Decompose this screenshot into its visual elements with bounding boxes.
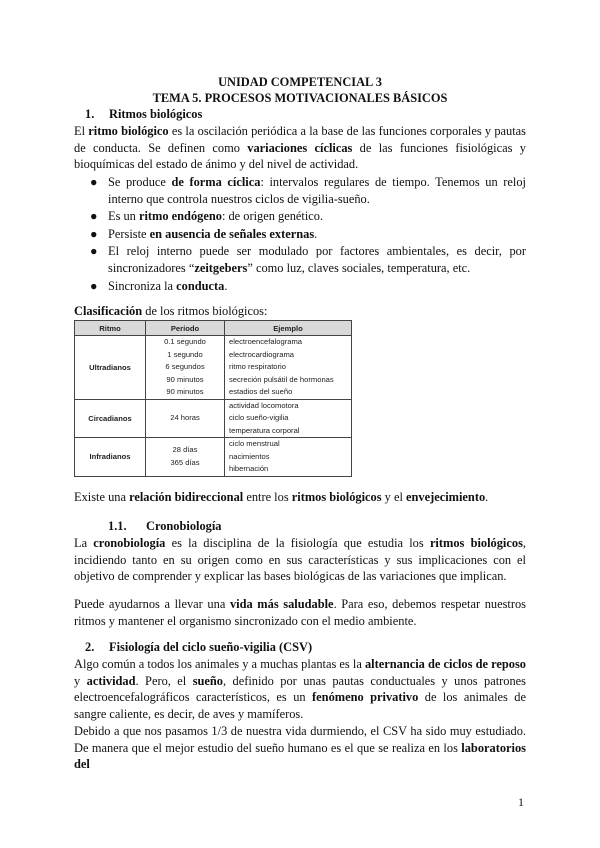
section-1-1-heading <box>108 519 222 534</box>
section-2-paragraph-1: Algo común a todos los animales y a muchas plantas es la alternancia de ciclos de reposo y actividad. Pero, el sueño, definido por unas pautas conductuales y unos patrones electroencefalográficos característicos, es un fenómeno privativo de los animales de sangre caliente, es decir, de aves y mamíferos. <box>74 657 527 721</box>
list-item: ● Sincroniza la conducta. <box>90 278 228 293</box>
example-cell: ciclo menstrual nacimientos hibernación <box>225 438 352 477</box>
section-2-paragraph-2: Debido a que nos pasamos 1/3 de nuestra vida durmiendo, el CSV ha sido muy estudiado. De manera que el mejor estudio del sueño humano es el que se realiza en los laboratorios del <box>74 724 526 772</box>
bullet-icon: ● <box>90 244 98 259</box>
section-1-title: Ritmos biológicos <box>109 107 203 121</box>
section-1-number: 1. <box>85 107 95 121</box>
bullet-icon: ● <box>90 209 98 224</box>
section-1-1-paragraph-2: Puede ayudarnos a llevar una vida más saludable. Para eso, debemos respetar nuestros ritmos y mantener el organismo sincronizado con el medio ambiente. <box>74 597 526 628</box>
section-1-1-title: Cronobiología <box>146 519 222 533</box>
section-2-title: Fisiología del ciclo sueño-vigilia (CSV) <box>109 640 313 654</box>
section-1-1-number: 1.1. <box>108 519 127 533</box>
table-header-row <box>75 321 352 336</box>
table-row <box>75 399 352 438</box>
tema-heading: TEMA 5. PROCESOS MOTIVACIONALES BÁSICOS <box>152 91 448 105</box>
column-header-periodo: Período <box>146 321 225 336</box>
period-cell: 28 días 365 días <box>146 438 225 477</box>
unit-heading: UNIDAD COMPETENCIAL 3 <box>218 75 382 89</box>
section-2-number: 2. <box>85 640 95 654</box>
bullet-icon: ● <box>90 226 98 241</box>
section-1-heading <box>85 107 202 122</box>
row-header-circadianos: Circadianos <box>75 399 146 438</box>
section-1-paragraph-2: Existe una relación bidireccional entre los ritmos biológicos y el envejecimiento. <box>74 490 489 504</box>
example-cell: electroencefalograma electrocardiograma ritmo respiratorio secreción pulsátil de hormonas estadios del sueño <box>225 336 352 400</box>
period-cell: 0.1 segundo 1 segundo 6 segundos 90 minutos 90 minutos <box>146 336 225 400</box>
row-header-infradianos: Infradianos <box>75 438 146 477</box>
section-1-1-paragraph-1: La cronobiología es la disciplina de la fisiología que estudia los ritmos biológicos, incidiendo tanto en su origen como en sus características y sus implicaciones con el objetivo de comprender y explicar las bases biológicas de las variaciones que implican. <box>74 536 526 584</box>
rhythm-properties-list <box>90 174 526 295</box>
table-row <box>75 438 352 477</box>
page-number: 1 <box>518 795 524 809</box>
row-header-ultradianos: Ultradianos <box>75 336 146 400</box>
classification-caption: Clasificación de los ritmos biológicos: <box>74 304 268 318</box>
period-cell: 24 horas <box>146 399 225 438</box>
list-item: ● Es un ritmo endógeno: de origen genético. <box>90 209 324 224</box>
column-header-ejemplo: Ejemplo <box>225 321 352 336</box>
example-cell: actividad locomotora ciclo sueño-vigilia temperatura corporal <box>225 399 352 438</box>
list-item: ● Persiste en ausencia de señales externas. <box>90 226 318 241</box>
table-row <box>75 336 352 400</box>
list-item: ● Se produce de forma cíclica: intervalos regulares de tiempo. Tenemos un reloj interno que controla nuestros ciclos de vigilia-sueño. <box>90 175 526 206</box>
section-1-paragraph-1: El ritmo biológico es la oscilación periódica a la base de las funciones corporales y pautas de conducta. Se definen como variaciones cíclicas de las funciones fisiológicas y bioquímicas del estado de ánimo y del nivel de actividad. <box>74 124 527 172</box>
column-header-ritmo: Ritmo <box>75 321 146 336</box>
list-item: ● El reloj interno puede ser modulado por factores ambientales, es decir, por sincronizadores “zeitgebers” como luz, claves sociales, temperatura, etc. <box>90 244 526 275</box>
bullet-icon: ● <box>90 278 98 293</box>
bullet-icon: ● <box>90 175 98 189</box>
section-2-heading <box>85 640 312 655</box>
biological-rhythms-table <box>74 320 352 477</box>
